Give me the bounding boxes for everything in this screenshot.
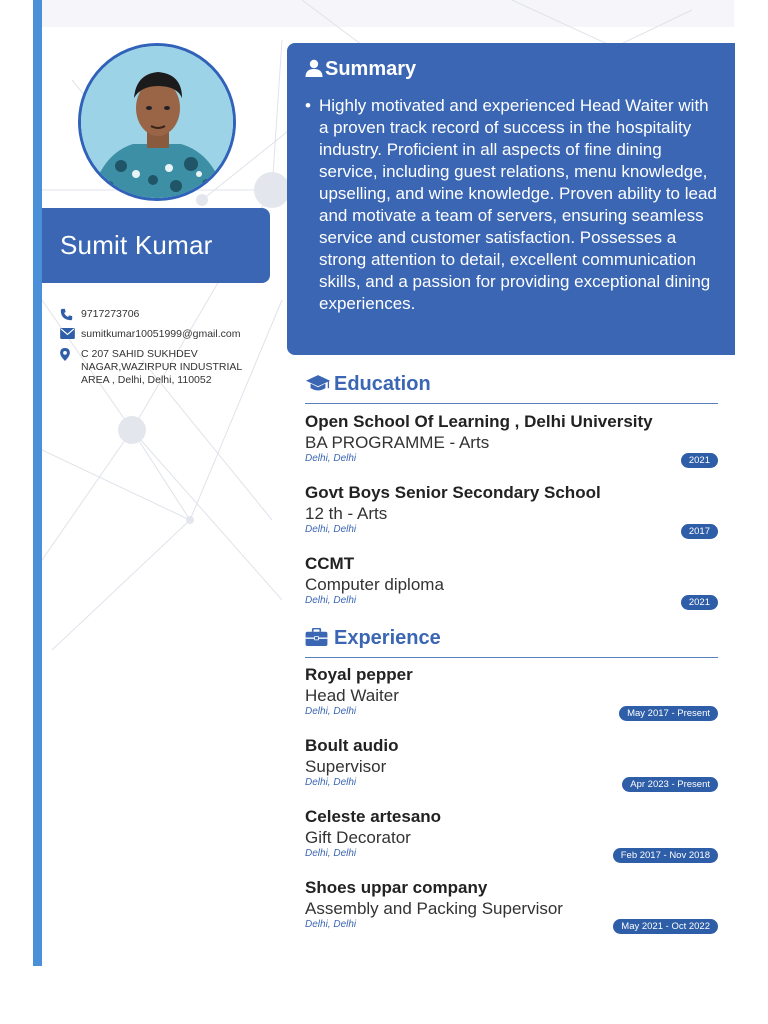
bullet-marker: • <box>305 96 311 115</box>
experience-role: Head Waiter <box>305 686 399 705</box>
education-entry <box>305 412 718 474</box>
user-icon <box>305 59 323 77</box>
experience-company: Celeste artesano <box>305 807 442 826</box>
experience-location: Delhi, Delhi <box>305 848 357 859</box>
experience-company: Shoes uppar company <box>305 878 488 897</box>
briefcase-icon <box>305 628 331 648</box>
experience-heading <box>305 627 718 658</box>
education-title: Education <box>334 373 431 395</box>
name-card <box>42 208 270 283</box>
education-institution: Open School Of Learning , Delhi University <box>305 412 653 431</box>
education-location: Delhi, Delhi <box>305 453 357 464</box>
summary-paragraph: Highly motivated and experienced Head Waiter with a proven track record of success in the hospitality industry. Proficient in all aspects of fine dining service, including guest relations, menu knowledge, upselling, and wine knowledge. Proven ability to lead and motivate a team of servers, ensuring seamless service and customer satisfaction. Possesses a strong attention to detail, excellent communication skills, and a passion for providing exceptional dining experiences. <box>319 96 717 313</box>
education-degree: Computer diploma <box>305 575 444 594</box>
education-institution: CCMT <box>305 554 355 573</box>
education-degree: 12 th - Arts <box>305 504 388 523</box>
graduation-cap-icon <box>305 374 331 394</box>
education-year-badge: 2021 <box>681 453 718 468</box>
profile-photo-illustration <box>81 46 233 198</box>
experience-period-badge: Feb 2017 - Nov 2018 <box>613 848 718 863</box>
experience-entry <box>305 736 718 798</box>
experience-entry <box>305 878 718 940</box>
summary-text-block <box>305 95 717 315</box>
candidate-name: Sumit Kumar <box>60 230 213 260</box>
phone-icon <box>60 308 76 322</box>
top-strip <box>42 0 734 27</box>
summary-title: Summary <box>325 58 417 80</box>
education-year-badge: 2021 <box>681 595 718 610</box>
education-year-badge: 2017 <box>681 524 718 539</box>
summary-card <box>287 43 735 355</box>
education-entry <box>305 554 718 616</box>
experience-entry <box>305 807 718 869</box>
experience-period-badge: May 2021 - Oct 2022 <box>613 919 718 934</box>
experience-location: Delhi, Delhi <box>305 919 357 930</box>
experience-period-badge: May 2017 - Present <box>619 706 718 721</box>
email-address: sumitkumar10051999@gmail.com <box>81 328 241 340</box>
home-address: C 207 SAHID SUKHDEV NAGAR,WAZIRPUR INDUSTRIAL AREA , Delhi, Delhi, 110052 <box>81 348 243 386</box>
education-institution: Govt Boys Senior Secondary School <box>305 483 601 502</box>
education-degree: BA PROGRAMME - Arts <box>305 433 490 452</box>
experience-role: Supervisor <box>305 757 387 776</box>
experience-location: Delhi, Delhi <box>305 706 357 717</box>
envelope-icon <box>60 328 76 342</box>
experience-role: Gift Decorator <box>305 828 411 847</box>
experience-company: Royal pepper <box>305 665 413 684</box>
map-pin-icon <box>60 348 76 362</box>
experience-title: Experience <box>334 627 441 649</box>
phone-number: 9717273706 <box>81 308 140 320</box>
experience-role: Assembly and Packing Supervisor <box>305 899 563 918</box>
experience-period-badge: Apr 2023 - Present <box>622 777 718 792</box>
left-accent-bar <box>33 0 42 966</box>
education-location: Delhi, Delhi <box>305 595 357 606</box>
summary-heading <box>305 58 416 81</box>
education-location: Delhi, Delhi <box>305 524 357 535</box>
experience-location: Delhi, Delhi <box>305 777 357 788</box>
profile-photo <box>78 43 236 201</box>
education-heading <box>305 373 718 404</box>
experience-company: Boult audio <box>305 736 399 755</box>
experience-entry <box>305 665 718 727</box>
education-entry <box>305 483 718 545</box>
